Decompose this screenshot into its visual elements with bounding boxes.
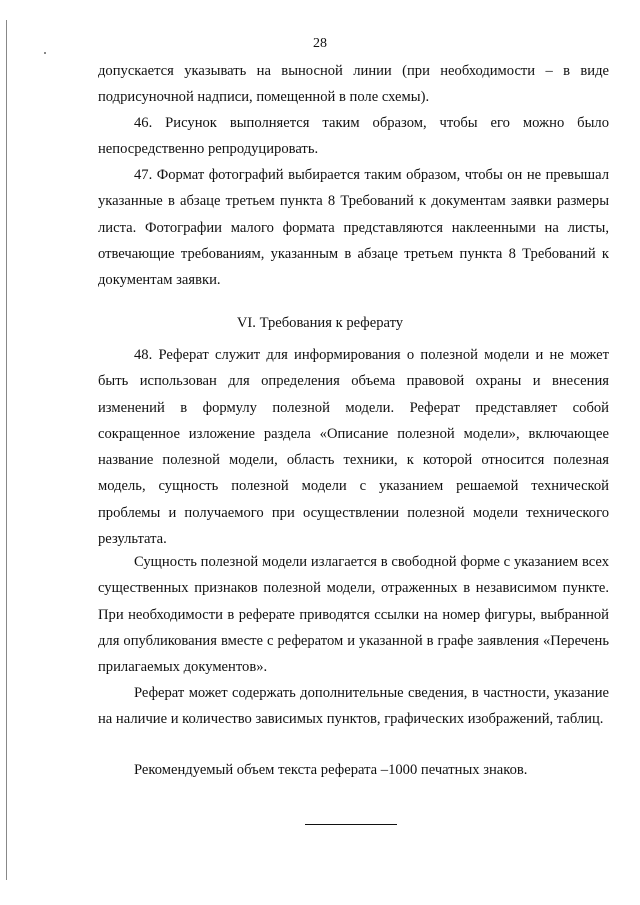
paragraph-46: 46. Рисунок выполняется таким образом, чтобы его можно было непосредственно репродуцировать. bbox=[98, 115, 609, 158]
paragraph-volume: Рекомендуемый объем текста реферата –1000 печатных знаков. bbox=[134, 762, 528, 778]
page-number: 28 bbox=[313, 36, 327, 51]
section-heading: VI. Требования к реферату bbox=[236, 315, 404, 331]
scan-punch-mark bbox=[44, 52, 46, 54]
paragraph-continuation: допускается указывать на выносной линии (при необходимости – в виде подрисуночной надписи, помещенной в поле схемы). bbox=[98, 63, 609, 106]
end-rule bbox=[305, 824, 397, 825]
paragraph-48: 48. Реферат служит для информирования о полезной модели и не может быть использован для определения объема правовой охраны и внесения изменений в формулу полезной модели. Реферат представляет собой сокращенное изложение раздела «Описание полезной модели», включающее название полезной модели, область техники, к которой относится полезная модель, сущность полезной модели с указанием решаемой технической проблемы и получаемого при осуществлении полезной модели технического результата. bbox=[98, 347, 609, 548]
scan-edge-mark bbox=[6, 20, 7, 880]
paragraph-essence: Сущность полезной модели излагается в свободной форме с указанием всех существенных признаков полезной модели, отраженных в независимом пункте. При необходимости в реферате приводятся ссылки на номер фигуры, выбранной для опубликования вместе с рефератом и указанной в графе заявления «Перечень прилагаемых документов». bbox=[98, 554, 609, 676]
paragraph-additional: Реферат может содержать дополнительные сведения, в частности, указание на наличие и количество зависимых пунктов, графических изображений, таблиц. bbox=[98, 685, 609, 728]
paragraph-47: 47. Формат фотографий выбирается таким образом, чтобы он не превышал указанные в абзаце третьем пункта 8 Требований к документам заявки размеры листа. Фотографии малого формата представляются наклеенными на листы, отвечающие требованиям, указанным в абзаце третьем пункта 8 Требований к документам заявки. bbox=[98, 167, 609, 289]
